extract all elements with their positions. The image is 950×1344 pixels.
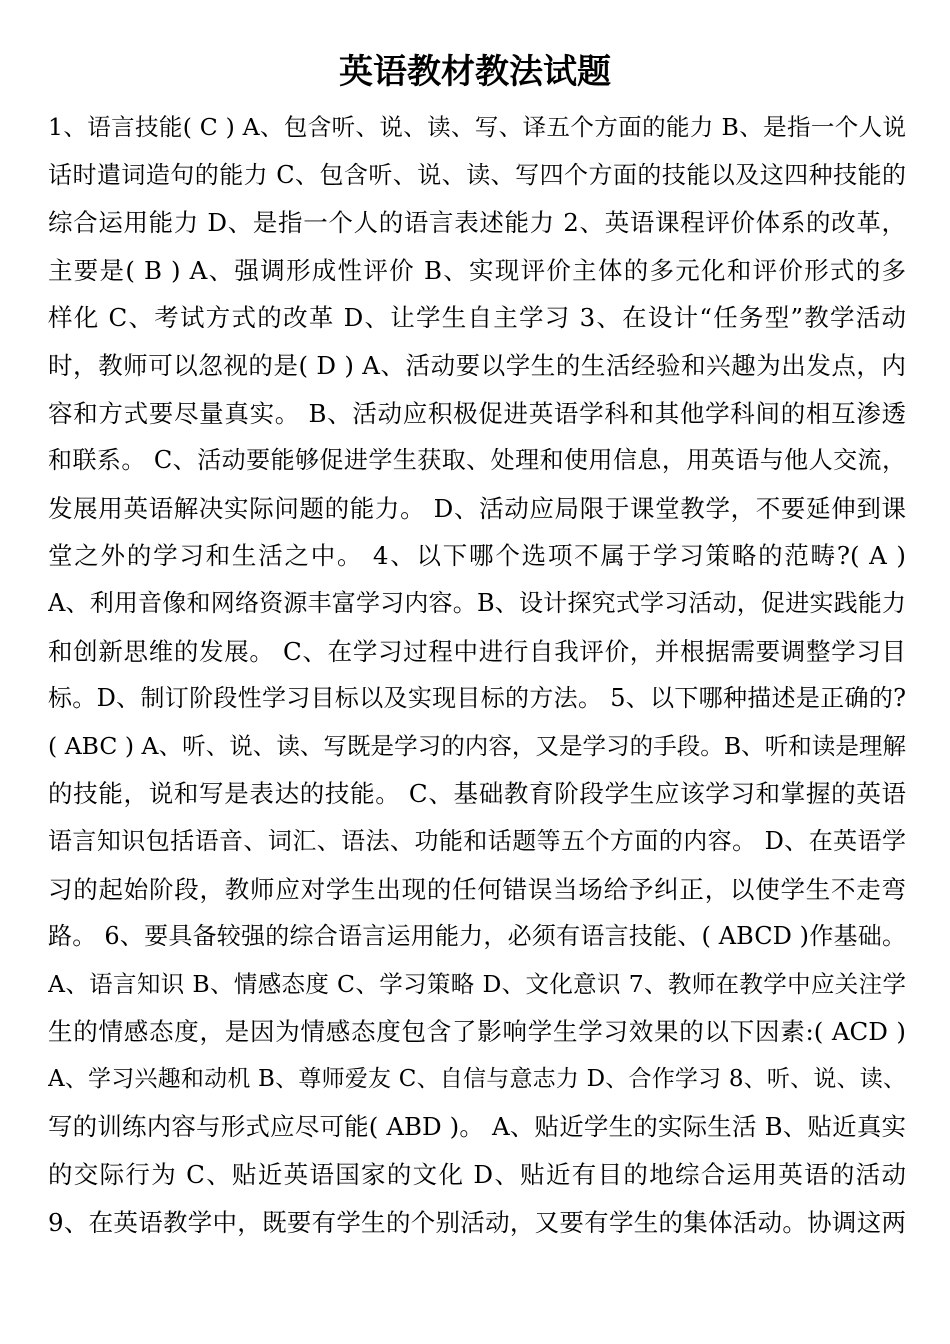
text-line: 的交际行为 C、贴近英语国家的文化 D、贴近有目的地综合运用英语的活动 [48,1160,906,1190]
text-line: 的技能，说和写是表达的技能。 C、基础教育阶段学生应该学习和掌握的英语 [48,779,906,809]
text-line: 和创新思维的发展。 C、在学习过程中进行自我评价，并根据需要调整学习目 [48,636,906,666]
text-line: 和联系。 C、活动要能够促进学生获取、处理和使用信息，用英语与他人交流， [48,446,906,475]
text-line: 样化 C、考试方式的改革 D、让学生自主学习 3、在设计“任务型”教学活动 [48,303,906,333]
text-line: 写的训练内容与形式应尽可能( ABD )。 A、贴近学生的实际生活 B、贴近真实 [48,1112,906,1142]
question-text-body [48,104,906,1246]
text-line: 发展用英语解决实际问题的能力。 D、活动应局限于课堂教学，不要延伸到课 [48,493,906,523]
text-line: ( ABC ) A、听、说、读、写既是学习的内容，又是学习的手段。B、听和读是理解 [48,731,906,760]
text-line: A、利用音像和网络资源丰富学习内容。B、设计探究式学习活动，促进实践能力 [48,588,906,617]
text-line: 标。D、制订阶段性学习目标以及实现目标的方法。 5、以下哪种描述是正确的? [48,684,906,713]
text-line: 堂之外的学习和生活之中。 4、以下哪个选项不属于学习策略的范畴?( A ) [48,541,906,571]
text-line: 1、语言技能( C ) A、包含听、说、读、写、译五个方面的能力 B、是指一个人说 [48,113,906,141]
page-title: 英语教材教法试题 [339,52,611,92]
text-line: A、学习兴趣和动机 B、尊师爱友 C、自信与意志力 D、合作学习 8、听、说、读、 [48,1065,906,1092]
text-line: 9、在英语教学中，既要有学生的个别活动，又要有学生的集体活动。协调这两 [48,1207,906,1237]
text-line: 话时遣词造句的能力 C、包含听、说、读、写四个方面的技能以及这四种技能的 [48,160,906,189]
text-line: 习的起始阶段，教师应对学生出现的任何错误当场给予纠正，以使学生不走弯 [48,874,906,904]
text-line: 生的情感态度，是因为情感态度包含了影响学生学习效果的以下因素:( ACD ) [48,1017,906,1047]
text-line: 容和方式要尽量真实。 B、活动应积极促进英语学科和其他学科间的相互渗透 [48,398,906,428]
text-line: 综合运用能力 D、是指一个人的语言表述能力 2、英语课程评价体系的改革， [48,208,906,238]
text-line: 时，教师可以忽视的是( D ) A、活动要以学生的生活经验和兴趣为出发点，内 [48,350,906,380]
text-line: 主要是( B ) A、强调形成性评价 B、实现评价主体的多元化和评价形式的多 [48,255,906,285]
text-line: A、语言知识 B、情感态度 C、学习策略 D、文化意识 7、教师在教学中应关注学 [48,969,906,998]
text-line: 语言知识包括语音、词汇、语法、功能和话题等五个方面的内容。 D、在英语学 [48,826,906,855]
text-line: 路。 6、要具备较强的综合语言运用能力，必须有语言技能、( ABCD )作基础。 [48,922,906,951]
